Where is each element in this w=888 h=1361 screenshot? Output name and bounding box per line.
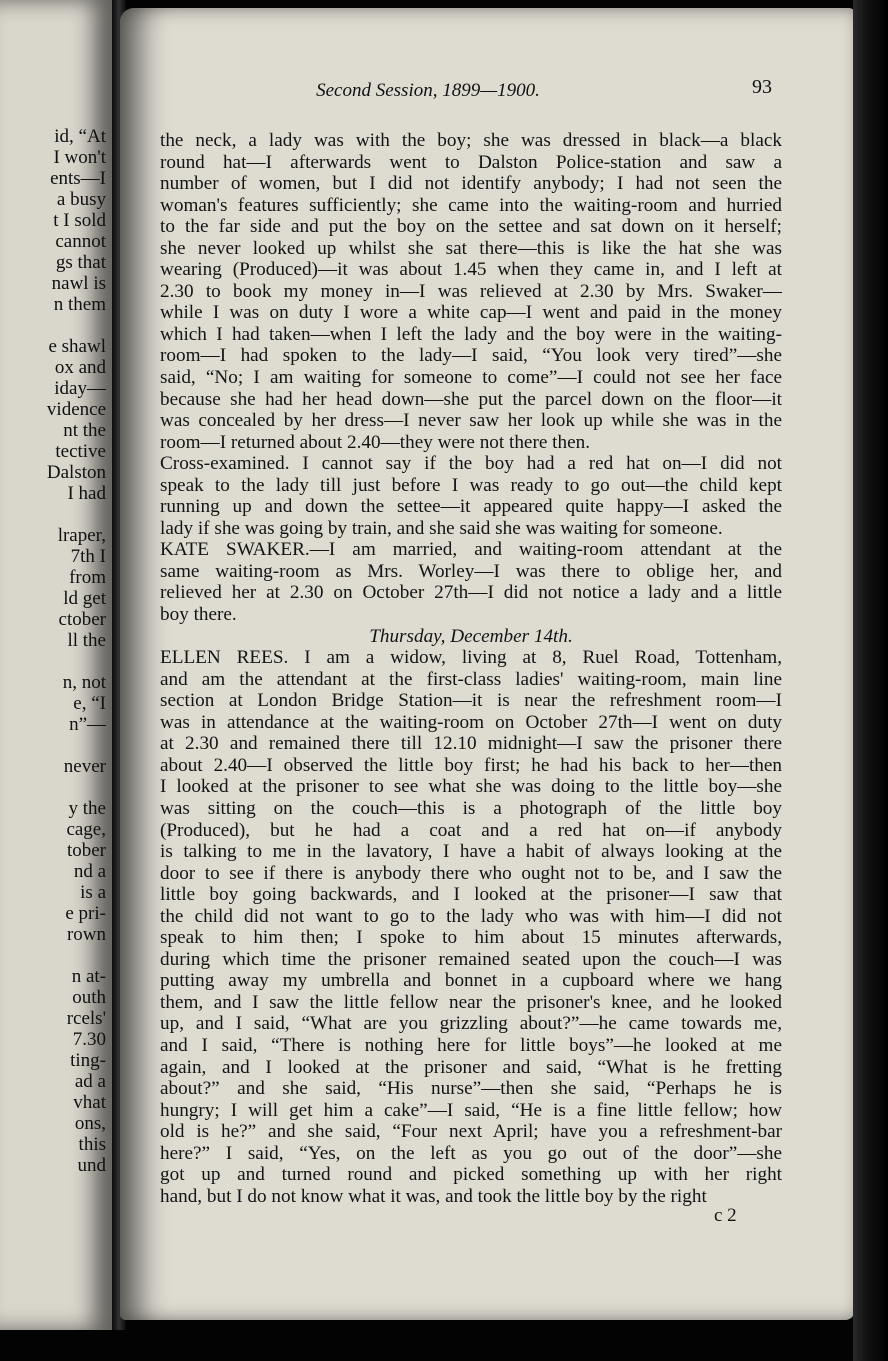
body-line: I looked at the prisoner to see what she was doing to the little boy—she (160, 776, 782, 798)
body-line: and am the attendant at the first-class ladies' waiting-room, main line (160, 668, 782, 690)
left-fragment-line: ad a (74, 1071, 106, 1092)
body-line: she never looked up whilst she sat there—this is like the hat she was (160, 237, 782, 259)
left-fragment-line: cannot (55, 231, 106, 252)
left-fragment-line: I had (67, 483, 106, 504)
page-number: 93 (752, 76, 772, 98)
left-fragment-line: 7th I (70, 546, 106, 567)
left-fragment-line: gs that (55, 252, 106, 273)
left-fragment-line: nawl is (51, 273, 106, 294)
page-edge-shadow (853, 0, 888, 1361)
left-fragment-line: rown (66, 924, 106, 945)
body-line: up, and I said, “What are you grizzling about?”—he came towards me, (160, 1013, 782, 1035)
left-fragment-line: n them (53, 294, 106, 315)
left-fragment-line: ents—I (50, 168, 106, 189)
body-line: 2.30 to book my money in—I was relieved at 2.30 by Mrs. Swaker— (160, 280, 782, 302)
body-line: door to see if there is anybody there who ought not to be, and I saw the (160, 862, 782, 884)
left-fragment-line (0, 945, 106, 966)
body-line: same waiting-room as Mrs. Worley—I was there to oblige her, and (160, 560, 782, 582)
body-line: speak to the lady till just before I was ready to go out—the child kept (160, 474, 782, 496)
left-fragment-line: a busy (56, 189, 106, 210)
body-line: was in attendance at the waiting-room on October 27th—I went on duty (160, 711, 782, 733)
left-fragment-line: e, “I (73, 693, 106, 714)
body-line: room—I returned about 2.40—they were not there then. (160, 431, 590, 453)
left-fragment-line (0, 315, 106, 336)
body-line: hungry; I will get him a cake”—I said, “He is a fine little fellow; how (160, 1099, 782, 1121)
left-fragment-line: from (69, 567, 106, 588)
left-fragment-line: tective (55, 441, 106, 462)
left-fragment-line (0, 504, 106, 525)
left-fragment-line: ld get (63, 588, 106, 609)
running-header (218, 80, 638, 102)
body-line: woman's features sufficiently; she came into the waiting-room and hurried (160, 194, 782, 216)
body-line: KATE SWAKER.—I am married, and waiting-room attendant at the (160, 539, 782, 561)
body-line: relieved her at 2.30 on October 27th—I did not notice a lady and a little (160, 582, 782, 604)
left-fragment-line: nd a (73, 861, 106, 882)
body-line: Cross-examined. I cannot say if the boy had a red hat on—I did not (160, 453, 782, 475)
body-line: and I said, “There is nothing here for little boys”—he looked at me (160, 1034, 782, 1056)
signature-mark: c 2 (714, 1205, 737, 1226)
body-line: running up and down the settee—it appeared quite happy—I asked the (160, 496, 782, 518)
body-line: which I had taken—when I left the lady and the boy were in the waiting- (160, 323, 782, 345)
left-fragment-line: id, “At (54, 126, 106, 147)
left-fragment-line: nt the (63, 420, 106, 441)
body-line: is talking to me in the lavatory, I have a habit of always looking at the (160, 841, 782, 863)
body-line: putting away my umbrella and bonnet in a cupboard where we hang (160, 970, 782, 992)
body-line: about?” and she said, “His nurse”—then she said, “Perhaps he is (160, 1078, 782, 1100)
body-line: round hat—I afterwards went to Dalston Police-station and saw a (160, 151, 782, 173)
body-line: about 2.40—I observed the little boy first; he had his back to her—then (160, 754, 782, 776)
left-fragment-line: tober (66, 840, 106, 861)
left-fragment-line: outh (72, 987, 106, 1008)
left-fragment-line: ox and (54, 357, 106, 378)
body-line: room—I had spoken to the lady—I said, “You look very tired”—she (160, 345, 782, 367)
left-fragment-line: I won't (53, 147, 106, 168)
body-line: to the far side and put the boy on the settee and sat down on it herself; (160, 216, 782, 238)
left-fragment-line (0, 777, 106, 798)
left-page (0, 0, 115, 1330)
left-fragment-line: n, not (62, 672, 106, 693)
body-line: while I was on duty I wore a white cap—I went and paid in the money (160, 302, 782, 324)
body-line: section at London Bridge Station—it is near the refreshment room—I (160, 690, 782, 712)
body-line: (Produced), but he had a coat and a red hat on—if anybody (160, 819, 782, 841)
date-heading: Thursday, December 14th. (369, 625, 573, 647)
body-line: at 2.30 and remained there till 12.10 midnight—I saw the prisoner there (160, 733, 782, 755)
body-line: old is he?” and she said, “Four next April; have you a refreshment-bar (160, 1121, 782, 1143)
left-fragment-line: ll the (67, 630, 106, 651)
left-fragment-line: this (78, 1134, 106, 1155)
body-line: the neck, a lady was with the boy; she was dressed in black—a black (160, 130, 782, 151)
left-fragment-line: is a (80, 882, 106, 903)
left-fragment-line (0, 651, 106, 672)
body-line: again, and I looked at the prisoner and said, “What is he fretting (160, 1056, 782, 1078)
left-fragment-line: iday— (54, 378, 106, 399)
left-fragment-line (0, 735, 106, 756)
left-fragment-line: vidence (46, 399, 106, 420)
left-fragment-line: e shawl (48, 336, 106, 357)
left-fragment-line: ctober (58, 609, 106, 630)
left-fragment-line: lraper, (57, 525, 106, 546)
body-line: number of women, but I did not identify anybody; I had not seen the (160, 173, 782, 195)
left-fragment-line: n”— (69, 714, 106, 735)
left-fragment-line: never (63, 756, 106, 777)
body-line: little boy going backwards, and I looked at the prisoner—I saw that (160, 884, 782, 906)
body-line: lady if she was going by train, and she said she was waiting for someone. (160, 517, 723, 539)
body-line: was sitting on the couch—this is a photograph of the little boy (160, 797, 782, 819)
body-line: boy there. (160, 604, 237, 626)
left-fragment-line: vhat (73, 1092, 106, 1113)
running-title: Second Session, 1899—1900. (316, 80, 540, 101)
body-line: ELLEN REES. I am a widow, living at 8, Ruel Road, Tottenham, (160, 647, 782, 669)
body-line: speak to him then; I spoke to him about 15 minutes afterwards, (160, 927, 782, 949)
body-line: during which time the prisoner remained seated upon the couch—I was (160, 948, 782, 970)
body-line: got up and turned round and picked something up with her right (160, 1164, 782, 1186)
body-line: because she had her head down—she put the parcel down on the floor—it (160, 388, 782, 410)
left-fragment-line: rcels' (66, 1008, 106, 1029)
body-line: hand, but I do not know what it was, and took the little boy by the right (160, 1185, 707, 1207)
body-line: said, “No; I am waiting for someone to come”—I could not see her face (160, 367, 782, 389)
left-fragment-line: 7.30 (72, 1029, 106, 1050)
left-fragment-line: cage, (66, 819, 106, 840)
left-page-text-fragments (0, 126, 106, 1176)
left-fragment-line: t I sold (53, 210, 106, 231)
left-fragment-line: ons, (74, 1113, 106, 1134)
left-fragment-line: y the (68, 798, 106, 819)
body-line: wearing (Produced)—it was about 1.45 when they came in, and I left at (160, 259, 782, 281)
left-fragment-line: e pri- (65, 903, 106, 924)
body-line: here?” I said, “Yes, on the left as you go out of the door”—she (160, 1142, 782, 1164)
left-fragment-line: n at- (71, 966, 106, 987)
body-line: them, and I saw the little fellow near the prisoner's knee, and he looked (160, 991, 782, 1013)
left-fragment-line: ting- (70, 1050, 106, 1071)
body-line: was concealed by her dress—I never saw her look up while she was in the (160, 410, 782, 432)
left-fragment-line: und (77, 1155, 106, 1176)
body-line: the child did not want to go to the lady who was with him—I did not (160, 905, 782, 927)
body-text (160, 130, 782, 1207)
left-fragment-line: Dalston (46, 462, 106, 483)
